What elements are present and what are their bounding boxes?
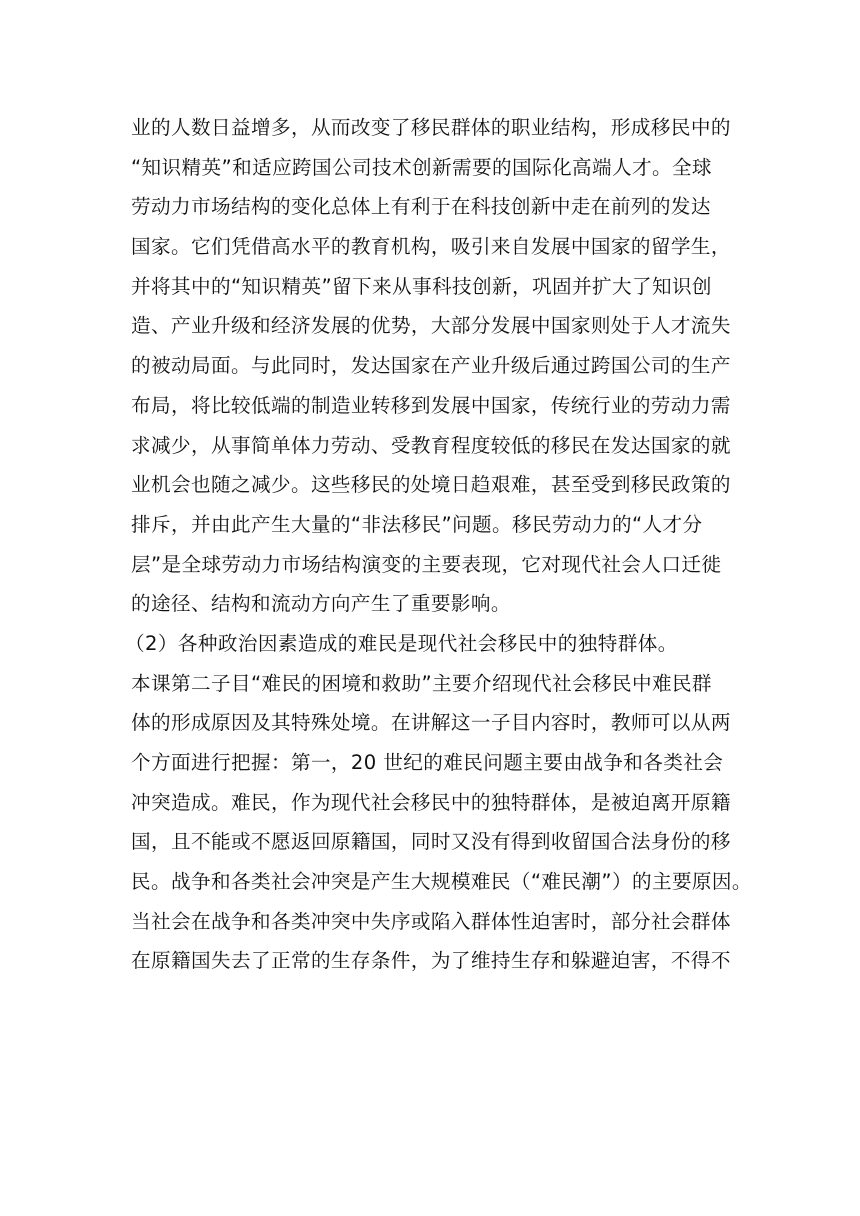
text-line: 劳动力市场结构的变化总体上有利于在科技创新中走在前列的发达 [131, 195, 711, 219]
text-line: 在原籍国失去了正常的生存条件，为了维持生存和躲避迫害，不得不 [131, 949, 731, 973]
text-line: 冲突造成。难民，作为现代社会移民中的独特群体，是被迫离开原籍 [131, 790, 731, 814]
text-line: 体的形成原因及其特殊处境。在讲解这一子目内容时，教师可以从两 [131, 711, 731, 735]
text-line: “知识精英”和适应跨国公司技术创新需要的国际化高端人才。全球 [131, 155, 712, 179]
text-line: 个方面进行把握：第一，20 世纪的难民问题主要由战争和各类社会 [131, 751, 724, 774]
text-line: 国，且不能或不愿返回原籍国，同时又没有得到收留国合法身份的移 [131, 830, 731, 854]
section-heading: （2）各种政治因素造成的难民是现代社会移民中的独特群体。 [125, 631, 678, 655]
document-body [125, 108, 752, 981]
text-line: 的被动局面。与此同时，发达国家在产业升级后通过跨国公司的生产 [131, 354, 731, 378]
text-line: 国家。它们凭借高水平的教育机构，吸引来自发展中国家的留学生， [131, 235, 731, 259]
text-line: 造、产业升级和经济发展的优势，大部分发展中国家则处于人才流失 [131, 314, 731, 338]
text-line: 本课第二子目“难民的困境和救助”主要介绍现代社会移民中难民群 [131, 671, 712, 695]
text-line: 当社会在战争和各类冲突中失序或陷入群体性迫害时，部分社会群体 [131, 909, 731, 933]
text-line: 业的人数日益增多，从而改变了移民群体的职业结构，形成移民中的 [131, 116, 731, 139]
text-line: 排斥，并由此产生大量的“非法移民”问题。移民劳动力的“人才分 [131, 512, 703, 536]
text-line: 层”是全球劳动力市场结构演变的主要表现，它对现代社会人口迁徙 [131, 552, 722, 576]
text-line: 求减少，从事简单体力劳动、受教育程度较低的移民在发达国家的就 [131, 433, 731, 457]
text-line: 业机会也随之减少。这些移民的处境日趋艰难，甚至受到移民政策的 [131, 473, 731, 497]
text-line: 布局，将比较低端的制造业转移到发展中国家，传统行业的劳动力需 [131, 393, 731, 417]
text-line: 民。战争和各类社会冲突是产生大规模难民（“难民潮”）的主要原因。 [131, 870, 752, 894]
text-line: 的途径、结构和流动方向产生了重要影响。 [131, 592, 511, 616]
text-line: 并将其中的“知识精英”留下来从事科技创新，巩固并扩大了知识创 [131, 274, 712, 298]
